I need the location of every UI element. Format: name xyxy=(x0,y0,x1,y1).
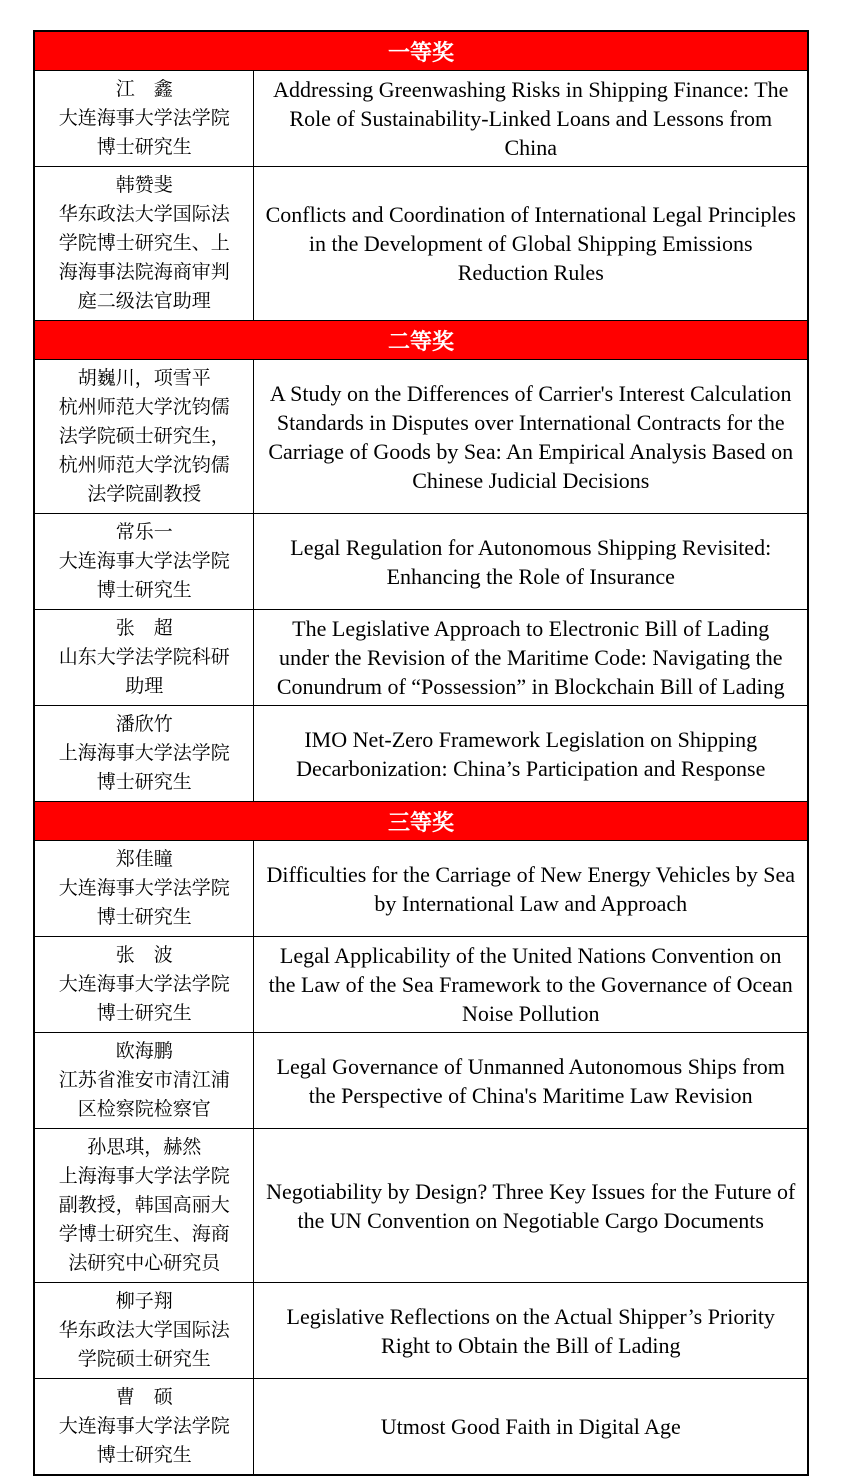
author-cell xyxy=(34,360,254,514)
author-affiliation: 上海海事大学法学院副教授，韩国高丽大学博士研究生、海商法研究中心研究员 xyxy=(58,1166,230,1274)
prize-header-second: 二等奖 xyxy=(34,321,808,360)
author-affiliation: 华东政法大学国际法学院硕士研究生 xyxy=(58,1320,230,1370)
prize-header-row xyxy=(34,321,808,360)
paper-title-cell: IMO Net-Zero Framework Legislation on Shipping Decarbonization: China’s Participation and Response xyxy=(254,706,808,802)
table-row xyxy=(34,1283,808,1379)
author-affiliation: 大连海事大学法学院博士研究生 xyxy=(58,974,230,1024)
author-name: 张 超 xyxy=(115,618,173,639)
author-cell xyxy=(34,841,254,937)
author-cell xyxy=(34,167,254,321)
author-cell xyxy=(34,71,254,167)
author-cell xyxy=(34,610,254,706)
paper-title-cell: Legal Regulation for Autonomous Shipping Revisited: Enhancing the Role of Insurance xyxy=(254,514,808,610)
author-cell xyxy=(34,1129,254,1283)
table-row xyxy=(34,841,808,937)
author-name: 江 鑫 xyxy=(115,79,173,100)
author-cell xyxy=(34,706,254,802)
author-cell xyxy=(34,1283,254,1379)
prize-header-first: 一等奖 xyxy=(34,31,808,71)
author-name: 韩赞斐 xyxy=(115,175,173,196)
table-row xyxy=(34,610,808,706)
author-affiliation: 山东大学法学院科研助理 xyxy=(58,647,230,697)
author-cell xyxy=(34,1379,254,1476)
table-row xyxy=(34,360,808,514)
author-cell xyxy=(34,514,254,610)
author-name: 潘欣竹 xyxy=(115,714,173,735)
table-row xyxy=(34,1033,808,1129)
table-row xyxy=(34,71,808,167)
table-row xyxy=(34,937,808,1033)
prize-header-row xyxy=(34,802,808,841)
author-affiliation: 大连海事大学法学院博士研究生 xyxy=(58,108,230,158)
author-name: 欧海鹏 xyxy=(115,1041,173,1062)
author-affiliation: 杭州师范大学沈钧儒法学院硕士研究生，杭州师范大学沈钧儒法学院副教授 xyxy=(58,397,230,505)
table-row xyxy=(34,706,808,802)
paper-title-cell: Negotiability by Design? Three Key Issues for the Future of the UN Convention on Negotiable Cargo Documents xyxy=(254,1129,808,1283)
paper-title-cell: Utmost Good Faith in Digital Age xyxy=(254,1379,808,1476)
author-affiliation: 大连海事大学法学院博士研究生 xyxy=(58,878,230,928)
author-affiliation: 江苏省淮安市清江浦区检察院检察官 xyxy=(58,1070,230,1120)
author-cell xyxy=(34,937,254,1033)
table-row xyxy=(34,1379,808,1476)
paper-title-cell: Legal Applicability of the United Nations Convention on the Law of the Sea Framework to the Governance of Ocean Noise Pollution xyxy=(254,937,808,1033)
paper-title-cell: Legislative Reflections on the Actual Shipper’s Priority Right to Obtain the Bill of Lading xyxy=(254,1283,808,1379)
award-table xyxy=(33,30,809,1476)
author-affiliation: 大连海事大学法学院博士研究生 xyxy=(58,1416,230,1466)
prize-header-third: 三等奖 xyxy=(34,802,808,841)
author-name: 曹 硕 xyxy=(115,1387,173,1408)
table-row xyxy=(34,514,808,610)
paper-title-cell: A Study on the Differences of Carrier's Interest Calculation Standards in Disputes over International Contracts for the Carriage of Goods by Sea: An Empirical Analysis Based on Chinese Judicial Decisions xyxy=(254,360,808,514)
paper-title-cell: Difficulties for the Carriage of New Energy Vehicles by Sea by International Law and Approach xyxy=(254,841,808,937)
table-row xyxy=(34,1129,808,1283)
author-affiliation: 华东政法大学国际法学院博士研究生、上海海事法院海商审判庭二级法官助理 xyxy=(58,204,230,312)
author-name: 孙思琪，赫然 xyxy=(87,1137,202,1158)
author-name: 胡巍川，项雪平 xyxy=(77,368,211,389)
prize-header-row xyxy=(34,31,808,71)
author-affiliation: 大连海事大学法学院博士研究生 xyxy=(58,551,230,601)
author-affiliation: 上海海事大学法学院博士研究生 xyxy=(58,743,230,793)
page xyxy=(0,30,842,1476)
table-row xyxy=(34,167,808,321)
paper-title-cell: The Legislative Approach to Electronic Bill of Lading under the Revision of the Maritime Code: Navigating the Conundrum of “Possession” in Blockchain Bill of Lading xyxy=(254,610,808,706)
paper-title-cell: Addressing Greenwashing Risks in Shipping Finance: The Role of Sustainability-Linked Loans and Lessons from China xyxy=(254,71,808,167)
author-name: 张 波 xyxy=(115,945,173,966)
author-name: 郑佳瞳 xyxy=(115,849,173,870)
author-name: 柳子翔 xyxy=(115,1291,173,1312)
paper-title-cell: Legal Governance of Unmanned Autonomous Ships from the Perspective of China's Maritime Law Revision xyxy=(254,1033,808,1129)
paper-title-cell: Conflicts and Coordination of International Legal Principles in the Development of Global Shipping Emissions Reduction Rules xyxy=(254,167,808,321)
author-cell xyxy=(34,1033,254,1129)
author-name: 常乐一 xyxy=(115,522,173,543)
